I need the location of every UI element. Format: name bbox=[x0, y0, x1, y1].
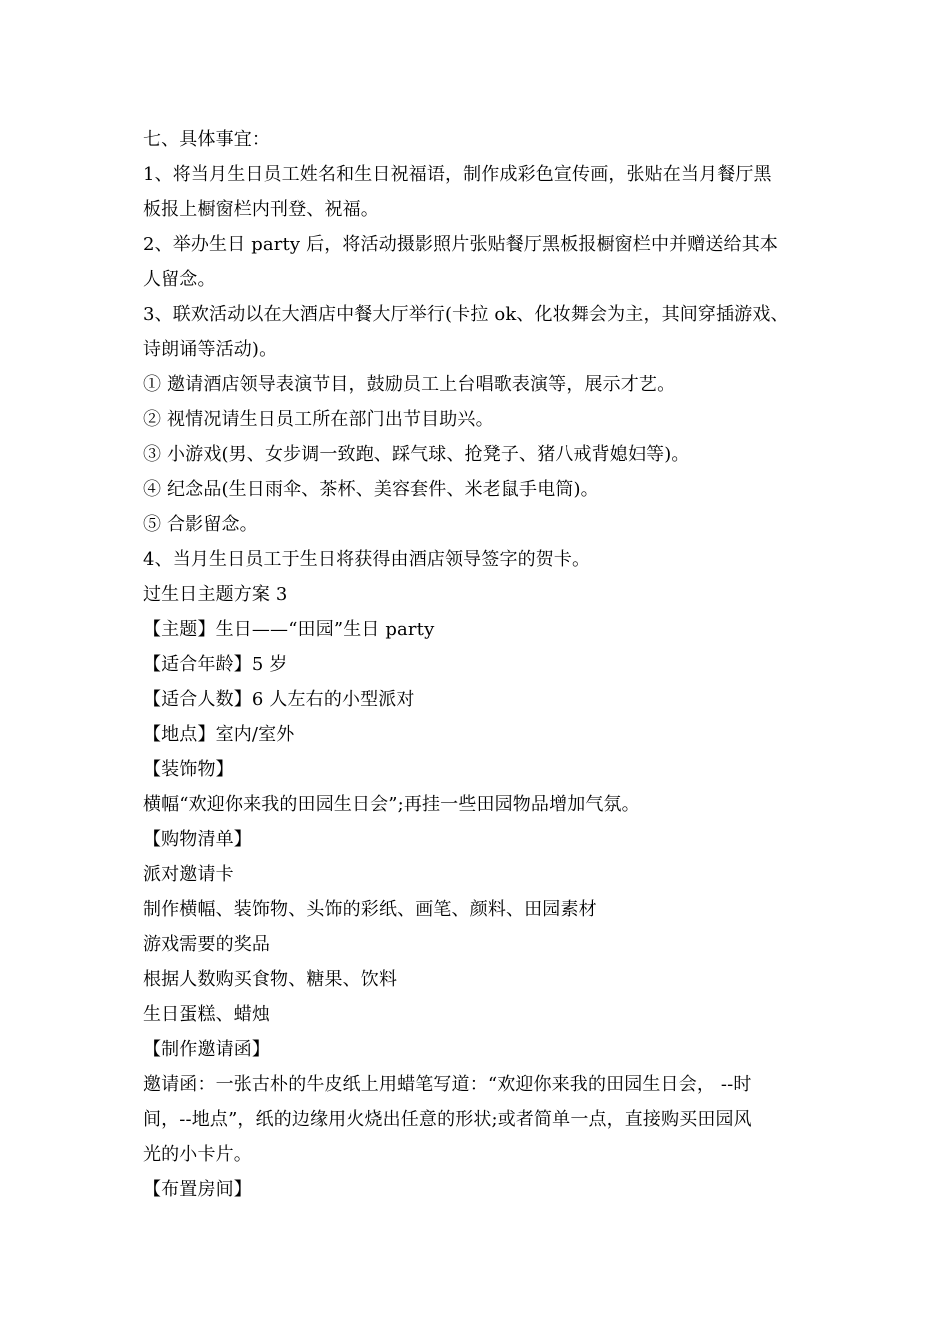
paragraph-line: 邀请函：一张古朴的牛皮纸上用蜡笔写道：“欢迎你来我的田园生日会， --时 bbox=[143, 1074, 752, 1095]
paragraph-line: 3、联欢活动以在大酒店中餐大厅举行(卡拉 ok、化妆舞会为主，其间穿插游戏、 bbox=[143, 304, 789, 325]
invitation-heading: 【制作邀请函】 bbox=[143, 1039, 271, 1060]
paragraph-line: 1、将当月生日员工姓名和生日祝福语，制作成彩色宣传画，张贴在当月餐厅黑 bbox=[143, 164, 772, 185]
paragraph-line: 人留念。 bbox=[143, 269, 216, 290]
location-line: 【地点】室内/室外 bbox=[143, 724, 295, 745]
document-body bbox=[143, 122, 833, 1207]
paragraph-line: 光的小卡片。 bbox=[143, 1144, 252, 1165]
paragraph-line: 2、举办生日 party 后，将活动摄影照片张贴餐厅黑板报橱窗栏中并赠送给其本 bbox=[143, 234, 779, 255]
age-line: 【适合年龄】5 岁 bbox=[143, 654, 288, 675]
paragraph-line: 间，--地点”，纸的边缘用火烧出任意的形状;或者简单一点，直接购买田园风 bbox=[143, 1109, 752, 1130]
shopping-list-item: 派对邀请卡 bbox=[143, 864, 234, 885]
shopping-list-item: 游戏需要的奖品 bbox=[143, 934, 271, 955]
room-layout-heading: 【布置房间】 bbox=[143, 1179, 252, 1200]
people-line: 【适合人数】6 人左右的小型派对 bbox=[143, 689, 415, 710]
list-item: ④ 纪念品(生日雨伞、茶杯、美容套件、米老鼠手电筒)。 bbox=[143, 479, 599, 500]
theme-line: 【主题】生日——“田园”生日 party bbox=[143, 619, 435, 640]
section-heading: 七、具体事宜： bbox=[143, 129, 271, 150]
shopping-list-item: 根据人数购买食物、糖果、饮料 bbox=[143, 969, 398, 990]
list-item: ② 视情况请生日员工所在部门出节目助兴。 bbox=[143, 409, 494, 430]
shopping-list-heading: 【购物清单】 bbox=[143, 829, 252, 850]
paragraph-line: 诗朗诵等活动)。 bbox=[143, 339, 278, 360]
decoration-heading: 【装饰物】 bbox=[143, 759, 234, 780]
paragraph-line: 4、当月生日员工于生日将获得由酒店领导签字的贺卡。 bbox=[143, 549, 591, 570]
shopping-list-item: 生日蛋糕、蜡烛 bbox=[143, 1004, 271, 1025]
shopping-list-item: 制作横幅、装饰物、头饰的彩纸、画笔、颜料、田园素材 bbox=[143, 899, 597, 920]
paragraph-line: 横幅“欢迎你来我的田园生日会”;再挂一些田园物品增加气氛。 bbox=[143, 794, 640, 815]
paragraph-line: 板报上橱窗栏内刊登、祝福。 bbox=[143, 199, 379, 220]
list-item: ⑤ 合影留念。 bbox=[143, 514, 258, 535]
plan-title: 过生日主题方案 3 bbox=[143, 584, 288, 605]
list-item: ① 邀请酒店领导表演节目，鼓励员工上台唱歌表演等，展示才艺。 bbox=[143, 374, 676, 395]
list-item: ③ 小游戏(男、女步调一致跑、踩气球、抢凳子、猪八戒背媳妇等)。 bbox=[143, 444, 690, 465]
